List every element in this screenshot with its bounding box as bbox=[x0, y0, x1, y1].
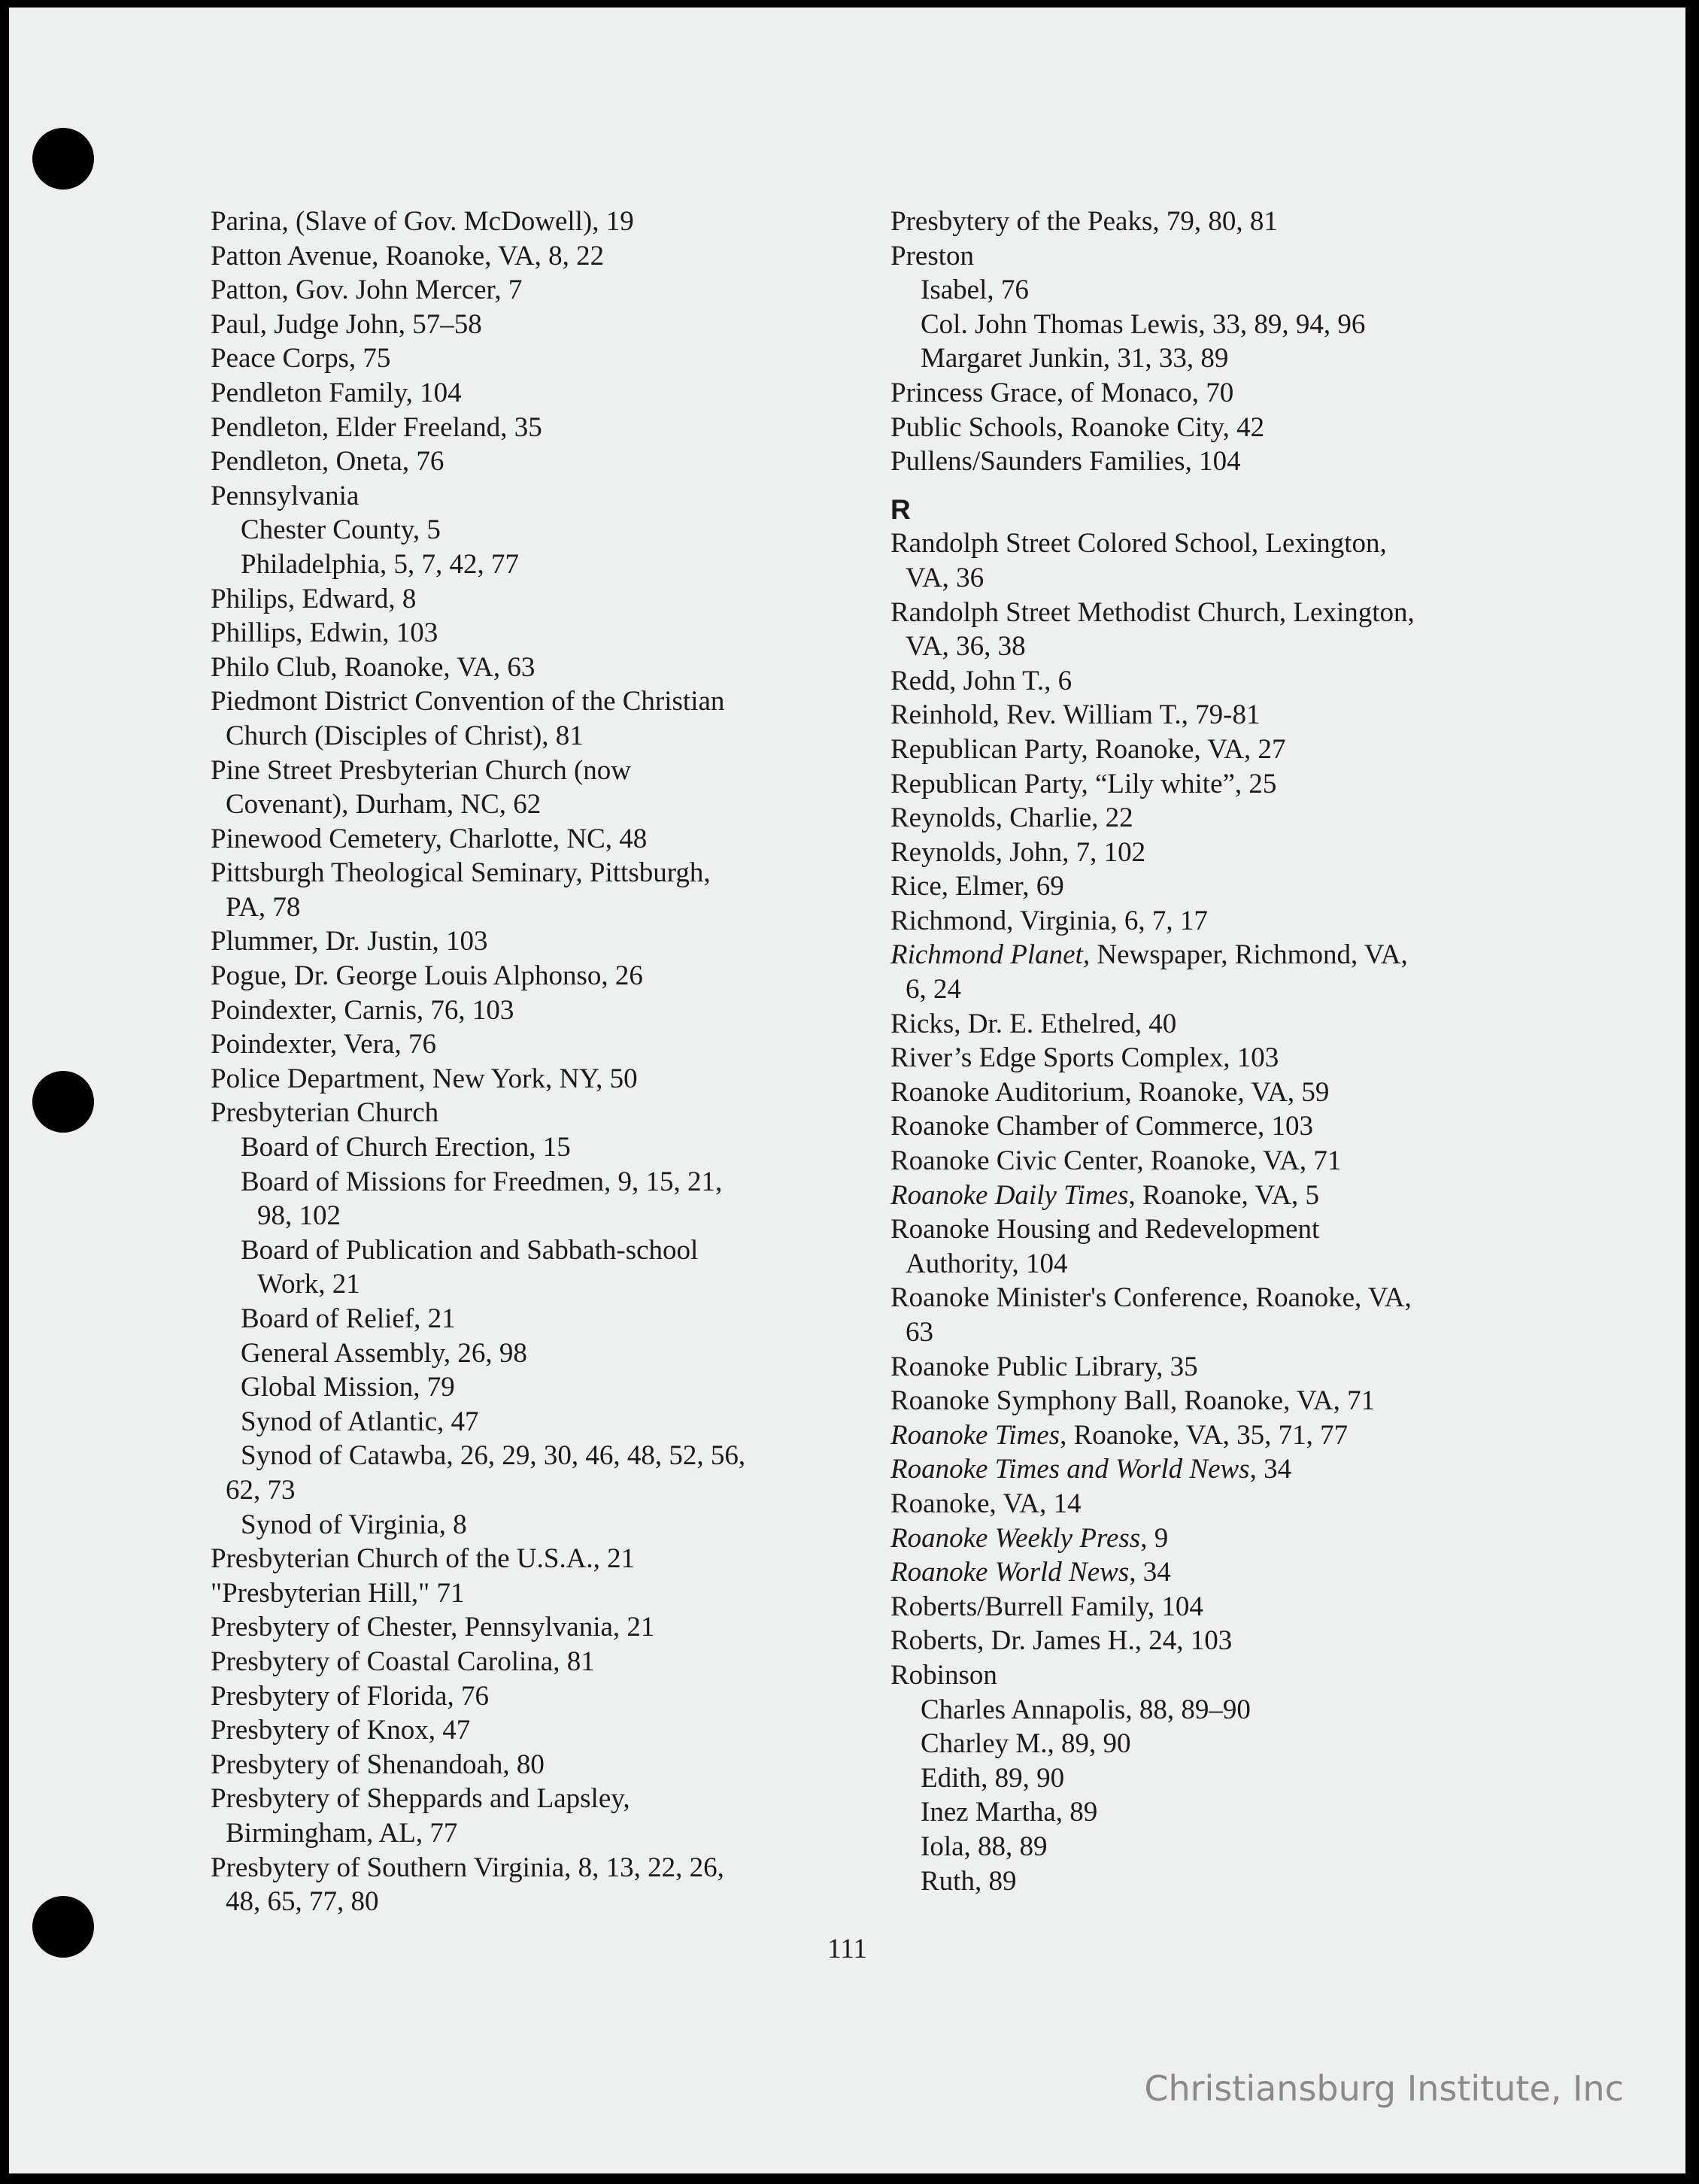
index-entry bbox=[211, 1851, 842, 1885]
index-entry-text: Pinewood Cemetery, Charlotte, NC, 48 bbox=[211, 823, 648, 854]
index-entry bbox=[211, 1473, 842, 1508]
index-entry-text: Public Schools, Roanoke City, 42 bbox=[890, 411, 1265, 443]
index-entry bbox=[211, 719, 842, 754]
index-entry-text: Philadelphia, 5, 7, 42, 77 bbox=[241, 548, 519, 580]
index-entry bbox=[211, 513, 842, 548]
index-entry-text: , Roanoke, VA, 35, 71, 77 bbox=[1060, 1419, 1349, 1451]
index-entry bbox=[211, 787, 842, 822]
index-entry bbox=[890, 561, 1522, 596]
index-entry bbox=[890, 1693, 1522, 1727]
index-entry-text: Charles Annapolis, 88, 89–90 bbox=[921, 1694, 1251, 1725]
index-entry bbox=[211, 1233, 842, 1268]
index-entry bbox=[890, 1418, 1522, 1453]
index-entry-text: "Presbyterian Hill," 71 bbox=[211, 1577, 465, 1609]
index-entry-text: Pittsburgh Theological Seminary, Pittsburgh, bbox=[211, 857, 711, 889]
index-entry-text: , 34 bbox=[1249, 1454, 1292, 1485]
index-entry-text: Presbytery of Sheppards and Lapsley, bbox=[211, 1783, 630, 1815]
index-entry bbox=[890, 904, 1522, 939]
index-entry bbox=[211, 822, 842, 857]
index-entry bbox=[890, 1555, 1522, 1590]
index-entry bbox=[890, 411, 1522, 445]
index-entry-text: Authority, 104 bbox=[906, 1248, 1068, 1279]
index-entry-text: Chester County, 5 bbox=[241, 514, 441, 546]
index-entry bbox=[211, 1165, 842, 1200]
index-entry bbox=[211, 1405, 842, 1439]
index-entry bbox=[890, 596, 1522, 630]
index-entry-text: Pendleton, Elder Freeland, 35 bbox=[211, 411, 542, 443]
index-entry-text: Princess Grace, of Monaco, 70 bbox=[890, 377, 1234, 408]
index-entry bbox=[211, 1370, 842, 1405]
index-entry bbox=[890, 205, 1522, 239]
index-entry bbox=[890, 1830, 1522, 1864]
index-entry bbox=[211, 239, 842, 274]
index-entry-text: Piedmont District Convention of the Christian bbox=[211, 686, 725, 717]
index-entry-text: Peace Corps, 75 bbox=[211, 343, 391, 375]
index-entry-text: Pullens/Saunders Families, 104 bbox=[890, 446, 1241, 478]
index-entry bbox=[890, 1521, 1522, 1556]
index-entry bbox=[211, 1679, 842, 1714]
index-entry-text: Presbytery of the Peaks, 79, 80, 81 bbox=[890, 206, 1278, 237]
index-entry bbox=[890, 444, 1522, 479]
index-entry-text: Roanoke Symphony Ball, Roanoke, VA, 71 bbox=[890, 1385, 1376, 1417]
index-entry-text: 98, 102 bbox=[257, 1200, 341, 1232]
index-entry bbox=[890, 972, 1522, 1007]
index-entry bbox=[211, 376, 842, 411]
index-entry bbox=[211, 1267, 842, 1302]
watermark-text: Christiansburg Institute, Inc bbox=[1144, 2068, 1624, 2109]
index-entry bbox=[890, 239, 1522, 274]
index-entry-text: Redd, John T., 6 bbox=[890, 665, 1072, 696]
index-entry-text: Birmingham, AL, 77 bbox=[226, 1817, 458, 1849]
index-entry bbox=[211, 1062, 842, 1097]
index-entry bbox=[890, 1624, 1522, 1658]
index-entry-text: Poindexter, Vera, 76 bbox=[211, 1029, 436, 1060]
index-entry bbox=[211, 1610, 842, 1645]
index-entry-text: Presbyterian Church bbox=[211, 1097, 439, 1129]
index-entry bbox=[890, 1212, 1522, 1247]
index-entry bbox=[211, 1508, 842, 1542]
index-entry bbox=[211, 651, 842, 685]
index-entry bbox=[211, 1027, 842, 1062]
index-entry bbox=[211, 205, 842, 239]
index-entry-text: Roberts, Dr. James H., 24, 103 bbox=[890, 1625, 1233, 1657]
index-entry-text: VA, 36 bbox=[906, 562, 985, 593]
index-entry bbox=[890, 1864, 1522, 1899]
index-entry bbox=[211, 1816, 842, 1851]
index-entry bbox=[890, 1350, 1522, 1385]
index-entry bbox=[211, 1713, 842, 1748]
index-entry-text: Board of Church Erection, 15 bbox=[241, 1132, 571, 1163]
index-entry-text: PA, 78 bbox=[226, 891, 301, 923]
index-entry bbox=[890, 767, 1522, 802]
index-entry-text: Patton Avenue, Roanoke, VA, 8, 22 bbox=[211, 240, 605, 271]
index-entry-text: Reinhold, Rev. William T., 79-81 bbox=[890, 699, 1261, 731]
index-section-r bbox=[890, 526, 1522, 1898]
index-entry bbox=[890, 629, 1522, 664]
index-entry-text: Roanoke Minister's Conference, Roanoke, VA, bbox=[890, 1282, 1412, 1314]
index-entry bbox=[211, 959, 842, 993]
index-entry-text: Police Department, New York, NY, 50 bbox=[211, 1063, 638, 1094]
index-entry bbox=[211, 684, 842, 719]
index-column-left bbox=[211, 205, 842, 1919]
index-entry bbox=[211, 1439, 842, 1473]
index-entry bbox=[890, 308, 1522, 342]
section-letter-heading: R bbox=[890, 493, 911, 525]
index-entry bbox=[211, 1645, 842, 1679]
index-entry-text: Rice, Elmer, 69 bbox=[890, 871, 1064, 902]
index-entry-text: Roberts/Burrell Family, 104 bbox=[890, 1591, 1203, 1622]
index-entry bbox=[211, 1199, 842, 1233]
index-entry-text: Pendleton, Oneta, 76 bbox=[211, 446, 444, 478]
index-entry-text: Board of Publication and Sabbath-school bbox=[241, 1234, 699, 1266]
index-entry-text: Charley M., 89, 90 bbox=[921, 1728, 1131, 1760]
index-entry-text: Newspaper, Richmond, VA, bbox=[1090, 939, 1408, 971]
index-entry-text: Philo Club, Roanoke, VA, 63 bbox=[211, 651, 535, 683]
index-entry-text: Synod of Atlantic, 47 bbox=[241, 1406, 479, 1437]
index-entry bbox=[211, 273, 842, 308]
index-entry bbox=[890, 938, 1522, 972]
index-entry-text: Presbytery of Knox, 47 bbox=[211, 1715, 471, 1746]
index-entry-text: Roanoke Chamber of Commerce, 103 bbox=[890, 1111, 1314, 1142]
index-entry-text: Patton, Gov. John Mercer, 7 bbox=[211, 275, 523, 306]
index-entry bbox=[211, 1096, 842, 1130]
index-entry bbox=[211, 1576, 842, 1611]
binder-hole-top bbox=[32, 128, 94, 190]
binder-hole-middle bbox=[32, 1071, 94, 1133]
index-entry-text: Presbytery of Florida, 76 bbox=[211, 1680, 489, 1712]
index-entry bbox=[211, 1885, 842, 1919]
index-entry bbox=[890, 1727, 1522, 1761]
index-entry bbox=[211, 479, 842, 514]
index-entry bbox=[890, 1761, 1522, 1796]
index-entry-text: Reynolds, Charlie, 22 bbox=[890, 802, 1133, 834]
index-entry-text: Presbytery of Shenandoah, 80 bbox=[211, 1749, 545, 1780]
index-entry bbox=[211, 993, 842, 1028]
index-entry-text: , Roanoke, VA, 5 bbox=[1128, 1179, 1320, 1211]
index-entry-text: Ruth, 89 bbox=[921, 1865, 1017, 1897]
index-entry-text: River’s Edge Sports Complex, 103 bbox=[890, 1042, 1279, 1074]
index-entry bbox=[890, 1281, 1522, 1315]
document-page bbox=[9, 8, 1685, 2173]
index-entry-text: Parina, (Slave of Gov. McDowell), 19 bbox=[211, 206, 634, 237]
index-entry bbox=[890, 273, 1522, 308]
index-entry-text: Col. John Thomas Lewis, 33, 89, 94, 96 bbox=[921, 308, 1366, 340]
page-number: 111 bbox=[827, 1934, 867, 1964]
index-entry bbox=[211, 890, 842, 925]
index-entry bbox=[211, 411, 842, 445]
index-entry-italic-title: Richmond Planet, bbox=[890, 939, 1091, 971]
index-entry bbox=[890, 1109, 1522, 1144]
index-entry bbox=[890, 1590, 1522, 1624]
index-entry bbox=[890, 664, 1522, 699]
index-entry-text: Plummer, Dr. Justin, 103 bbox=[211, 926, 488, 957]
index-entry bbox=[890, 1007, 1522, 1042]
index-entry-text: General Assembly, 26, 98 bbox=[241, 1337, 527, 1369]
index-entry bbox=[211, 1130, 842, 1165]
index-entry-text: Pennsylvania bbox=[211, 480, 360, 511]
index-entry bbox=[890, 341, 1522, 376]
index-entry-italic-title: Roanoke Times and World News bbox=[890, 1454, 1250, 1485]
index-entry-italic-title: Roanoke Daily Times bbox=[890, 1179, 1129, 1211]
index-entry-text: Pendleton Family, 104 bbox=[211, 377, 462, 408]
index-entry-text: , 34 bbox=[1129, 1557, 1171, 1588]
index-entry bbox=[890, 1452, 1522, 1487]
index-entry-text: 63 bbox=[906, 1317, 933, 1348]
index-entry-text: Richmond, Virginia, 6, 7, 17 bbox=[890, 905, 1208, 936]
index-entry-text: Presbytery of Coastal Carolina, 81 bbox=[211, 1646, 595, 1677]
index-entry-text: Global Mission, 79 bbox=[241, 1372, 455, 1403]
index-entry bbox=[890, 836, 1522, 870]
index-entry-text: Roanoke Civic Center, Roanoke, VA, 71 bbox=[890, 1145, 1342, 1177]
index-entry-text: Margaret Junkin, 31, 33, 89 bbox=[921, 343, 1229, 375]
index-entry-text: Randolph Street Colored School, Lexington, bbox=[890, 528, 1387, 560]
index-entry-italic-title: Roanoke Times bbox=[890, 1419, 1060, 1451]
index-entry-text: Republican Party, “Lily white”, 25 bbox=[890, 768, 1277, 799]
index-entry-text: Roanoke Housing and Redevelopment bbox=[890, 1214, 1320, 1245]
index-entry-text: Ricks, Dr. E. Ethelred, 40 bbox=[890, 1008, 1177, 1039]
index-entry bbox=[211, 1782, 842, 1816]
index-entry-text: Roanoke Public Library, 35 bbox=[890, 1351, 1198, 1382]
index-entry-text: 62, 73 bbox=[226, 1474, 296, 1506]
index-entry bbox=[890, 698, 1522, 733]
index-entry bbox=[890, 1178, 1522, 1213]
index-entry-text: Preston bbox=[890, 240, 974, 271]
index-entry-text: VA, 36, 38 bbox=[906, 631, 1026, 663]
index-entry bbox=[890, 869, 1522, 904]
index-entry-text: Iola, 88, 89 bbox=[921, 1831, 1048, 1862]
index-entry-text: Poindexter, Carnis, 76, 103 bbox=[211, 994, 514, 1026]
index-entry-text: Presbyterian Church of the U.S.A., 21 bbox=[211, 1543, 636, 1575]
index-entry bbox=[211, 308, 842, 342]
index-entry-text: , 9 bbox=[1140, 1522, 1169, 1554]
index-entry-text: Synod of Catawba, 26, 29, 30, 46, 48, 52, 56, bbox=[241, 1440, 746, 1472]
index-entry-text: Randolph Street Methodist Church, Lexington, bbox=[890, 596, 1415, 628]
index-entry-text: Republican Party, Roanoke, VA, 27 bbox=[890, 733, 1286, 765]
index-entry bbox=[890, 1795, 1522, 1830]
index-entry bbox=[211, 582, 842, 617]
index-entry bbox=[890, 1384, 1522, 1418]
index-entry-text: Work, 21 bbox=[257, 1269, 360, 1300]
index-entry-text: Isabel, 76 bbox=[921, 275, 1029, 306]
index-entry bbox=[890, 1144, 1522, 1178]
index-entry bbox=[890, 801, 1522, 836]
index-entry-text: Board of Relief, 21 bbox=[241, 1303, 456, 1334]
index-entry-text: 6, 24 bbox=[906, 974, 961, 1006]
index-entry-text: Board of Missions for Freedmen, 9, 15, 21, bbox=[241, 1166, 723, 1197]
index-entry-text: Robinson bbox=[890, 1659, 997, 1691]
index-entry-text: Reynolds, John, 7, 102 bbox=[890, 836, 1146, 868]
index-column-right bbox=[890, 205, 1522, 1898]
index-entry bbox=[211, 1542, 842, 1576]
index-entry-text: Presbytery of Chester, Pennsylvania, 21 bbox=[211, 1612, 655, 1643]
index-entry bbox=[211, 616, 842, 651]
index-entry bbox=[211, 754, 842, 788]
index-entry-text: 48, 65, 77, 80 bbox=[226, 1886, 379, 1918]
index-entry bbox=[890, 1315, 1522, 1350]
index-section-p-continued bbox=[890, 205, 1522, 479]
index-entry bbox=[890, 376, 1522, 411]
index-entry bbox=[890, 733, 1522, 767]
index-entry bbox=[890, 1041, 1522, 1075]
index-entry bbox=[890, 526, 1522, 561]
index-entry-text: Roanoke, VA, 14 bbox=[890, 1488, 1082, 1519]
index-entry-text: Inez Martha, 89 bbox=[921, 1797, 1098, 1828]
index-entry-italic-title: Roanoke World News bbox=[890, 1557, 1130, 1588]
index-entry-text: Covenant), Durham, NC, 62 bbox=[226, 789, 542, 821]
index-entry-text: Pogue, Dr. George Louis Alphonso, 26 bbox=[211, 960, 643, 992]
index-entry-italic-title: Roanoke Weekly Press bbox=[890, 1522, 1141, 1554]
index-entry-text: Paul, Judge John, 57–58 bbox=[211, 308, 482, 340]
index-entry-text: Phillips, Edwin, 103 bbox=[211, 617, 438, 649]
index-entry bbox=[211, 856, 842, 890]
index-entry bbox=[211, 924, 842, 959]
index-entry-text: Synod of Virginia, 8 bbox=[241, 1509, 467, 1540]
index-entry-text: Roanoke Auditorium, Roanoke, VA, 59 bbox=[890, 1076, 1330, 1108]
index-entry bbox=[211, 1302, 842, 1336]
index-entry-text: Presbytery of Southern Virginia, 8, 13, 22, 26, bbox=[211, 1852, 724, 1883]
index-entry-text: Edith, 89, 90 bbox=[921, 1762, 1065, 1794]
index-entry bbox=[211, 341, 842, 376]
index-entry bbox=[211, 444, 842, 479]
index-entry-text: Pine Street Presbyterian Church (now bbox=[211, 754, 631, 786]
index-entry-text: Church (Disciples of Christ), 81 bbox=[226, 720, 584, 751]
index-entry bbox=[890, 1075, 1522, 1110]
index-entry bbox=[211, 548, 842, 582]
index-entry-text: Philips, Edward, 8 bbox=[211, 583, 417, 614]
index-entry bbox=[890, 1247, 1522, 1282]
index-entry bbox=[211, 1748, 842, 1782]
index-entry bbox=[211, 1336, 842, 1371]
index-entry bbox=[890, 1487, 1522, 1521]
index-entry bbox=[890, 1658, 1522, 1693]
